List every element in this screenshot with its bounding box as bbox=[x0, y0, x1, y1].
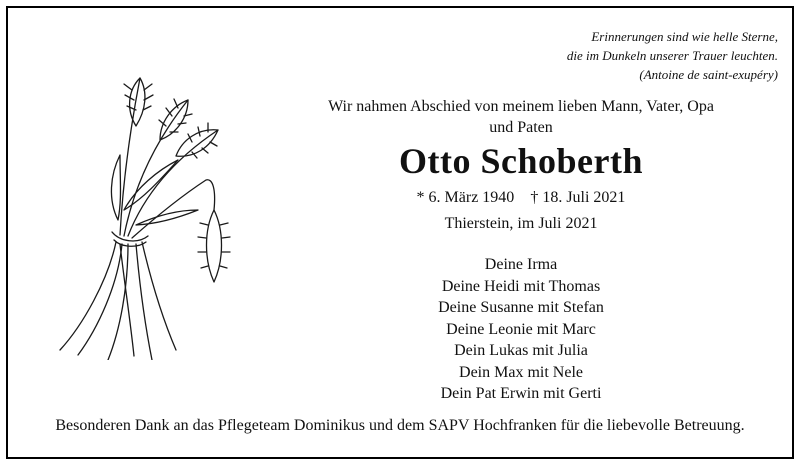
quote-author: (Antoine de saint-exupéry) bbox=[639, 67, 778, 82]
quote-line: die im Dunkeln unserer Trauer leuchten. bbox=[566, 48, 778, 63]
quote-line: Erinnerungen sind wie helle Sterne, bbox=[591, 29, 778, 44]
birth-date: * 6. März 1940 bbox=[416, 189, 515, 206]
life-dates bbox=[286, 189, 756, 207]
intro-text bbox=[286, 96, 756, 138]
intro-line: Wir nahmen Abschied von meinem lieben Mann, Vater, Opa bbox=[328, 98, 714, 115]
family-list bbox=[286, 254, 756, 405]
family-member: Deine Leonie mit Marc bbox=[446, 320, 596, 338]
wheat-sheaf-icon bbox=[48, 60, 258, 360]
family-member: Dein Max mit Nele bbox=[459, 363, 583, 381]
family-member: Deine Irma bbox=[484, 256, 558, 273]
family-member: Deine Heidi mit Thomas bbox=[441, 277, 601, 295]
intro-line: und Paten bbox=[489, 119, 553, 136]
family-member: Dein Pat Erwin mit Gerti bbox=[440, 385, 602, 402]
deceased-name: Otto Schoberth bbox=[399, 141, 643, 181]
family-member: Dein Lukas mit Julia bbox=[454, 342, 588, 359]
thanks-note: Besonderen Dank an das Pflegeteam Dominikus und dem SAPV Hochfranken für die liebevolle Betreuung. bbox=[55, 417, 745, 434]
quote bbox=[567, 27, 778, 84]
family-member: Deine Susanne mit Stefan bbox=[438, 299, 604, 316]
place-date: Thierstein, im Juli 2021 bbox=[444, 215, 598, 232]
death-date: † 18. Juli 2021 bbox=[530, 189, 626, 206]
